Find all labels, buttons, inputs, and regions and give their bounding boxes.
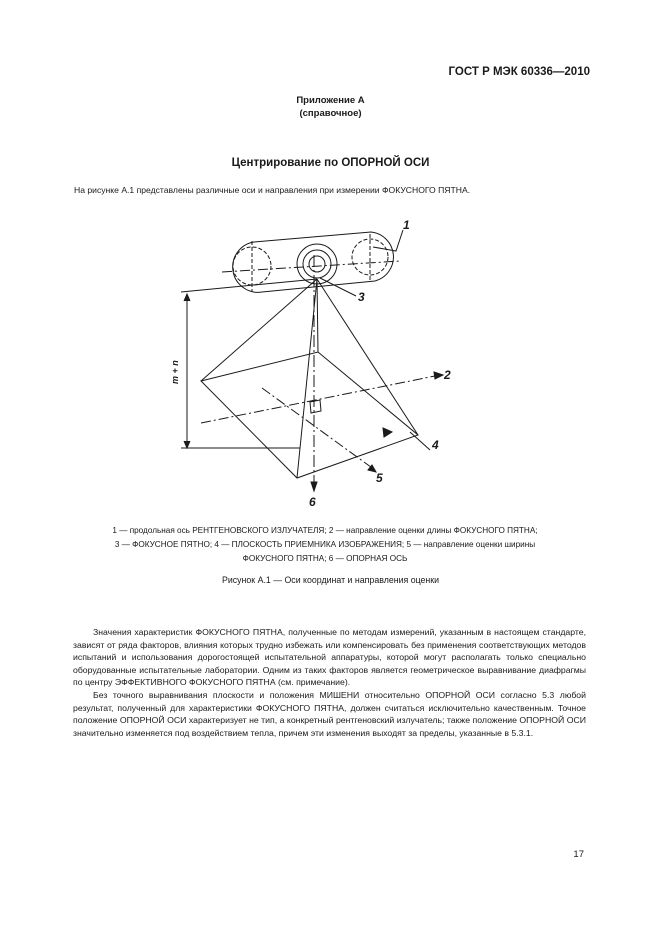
image-receptor-plane bbox=[201, 352, 418, 478]
figure-caption: Рисунок А.1 — Оси координат и направления оценки bbox=[221, 575, 440, 585]
document-code: ГОСТ Р МЭК 60336—2010 bbox=[448, 66, 590, 78]
body-paragraph: Без точного выравнивания плоскости и положения МИШЕНИ относительно ОПОРНОЙ ОСИ согласно 5.3 любой результат, полученный для характеристики ФОКУСНОГО ПЯТНА, должен считаться исключительно качественным. Точное положение ОПОРНОЙ ОСИ характеризует не тип, а конкретный рентгеновский излучатель; также положение ОПОРНОЙ ОСИ значительно изменяется под воздействием тепла, причем эти изменения выходят за пределы, указанные в 5.3.1. bbox=[73, 689, 586, 738]
legend-line: ФОКУСНОГО ПЯТНА; 6 — ОПОРНАЯ ОСЬ bbox=[242, 554, 408, 563]
focal-spot-axes-figure bbox=[170, 208, 470, 518]
figure-label-1: 1 bbox=[403, 218, 410, 232]
plane-corner-marker bbox=[383, 428, 392, 437]
figure-label-5: 5 bbox=[376, 471, 383, 485]
section-title: Центрирование по ОПОРНОЙ ОСИ bbox=[231, 157, 430, 169]
focal-level-line bbox=[181, 279, 317, 292]
annex-title: Приложение А bbox=[296, 95, 365, 106]
ray-back bbox=[317, 279, 318, 352]
ray-left bbox=[201, 279, 317, 381]
right-angle-marker bbox=[310, 400, 321, 413]
annex-subtitle: (справочное) bbox=[299, 108, 362, 119]
legend-line: 1 — продольная ось РЕНТГЕНОВСКОГО ИЗЛУЧАТЕЛЯ; 2 — направление оценки длины ФОКУСНОГО ПЯТНА; bbox=[112, 526, 538, 535]
figure-label-2: 2 bbox=[444, 368, 451, 382]
annex-heading bbox=[0, 94, 661, 120]
figure-label-6: 6 bbox=[309, 495, 316, 509]
intro-paragraph: На рисунке А.1 представлены различные оси и направления при измерении ФОКУСНОГО ПЯТНА. bbox=[74, 185, 471, 195]
legend-line: 3 — ФОКУСНОЕ ПЯТНО; 4 — ПЛОСКОСТЬ ПРИЕМНИКА ИЗОБРАЖЕНИЯ; 5 — направление оценки ширины bbox=[114, 540, 536, 549]
length-axis bbox=[201, 375, 440, 423]
focal-spot-inner bbox=[309, 256, 325, 272]
body-paragraph: Значения характеристик ФОКУСНОГО ПЯТНА, полученные по методам измерений, указанным в настоящем стандарте, зависят от ряда факторов, влияния которых трудно избежать или компенсировать без применения соответствующих методов испытаний и использования дорогостоящей испытательной аппаратуры, которой могут располагать только специально оборудованные испытательные лаборатории. Одним из таких факторов является геометрическое выравнивание диафрагмы по центру ЭФФЕКТИВНОГО ФОКУСНОГО ПЯТНА (см. примечание). bbox=[73, 627, 586, 688]
figure-legend bbox=[80, 524, 570, 566]
tube-right-circle bbox=[352, 239, 388, 275]
page-number: 17 bbox=[573, 849, 584, 860]
tube-longitudinal-axis bbox=[222, 261, 400, 272]
body-text bbox=[73, 626, 586, 739]
dimension-label: m + n bbox=[170, 360, 180, 384]
figure-label-4: 4 bbox=[432, 438, 439, 452]
focal-spot-middle bbox=[303, 250, 331, 278]
figure-label-3: 3 bbox=[358, 290, 365, 304]
ray-right bbox=[317, 279, 418, 435]
leader-4 bbox=[410, 432, 430, 450]
leader-3 bbox=[320, 278, 356, 296]
